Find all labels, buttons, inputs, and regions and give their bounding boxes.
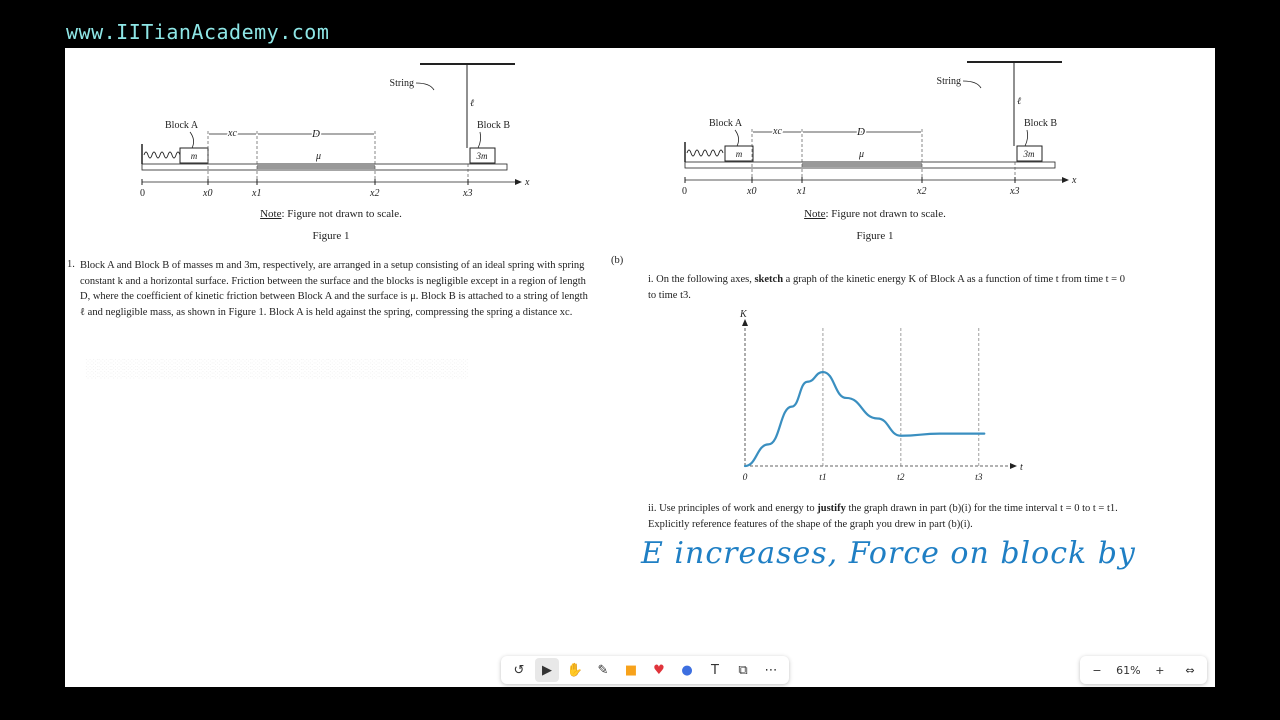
question-text: Block A and Block B of masses m and 3m, respectively, are arranged in a setup consisting of an ideal spring with spring constant k and a horizontal surface. Friction between the surface and the blocks is negligible except in a region of length D, where the coefficient of kinetic friction between Block A and the surface is μ. Block B is attached to a string of length ℓ and negligible mass, as shown in Figure 1. Block A is held against the spring, compressing the spring a distance xc. — [80, 260, 588, 318]
undo-icon[interactable]: ↺ — [513, 662, 525, 678]
label-block-b-right: Block B — [1024, 118, 1058, 129]
figure-1-left — [130, 56, 530, 206]
drawing-toolbar — [501, 656, 789, 684]
shapes-icon[interactable]: ⧉ — [738, 662, 748, 678]
label-ell-right: ℓ — [1017, 96, 1022, 107]
fit-to-screen-icon[interactable]: ⇔ — [1185, 663, 1195, 677]
select-pointer-icon[interactable]: ▶ — [535, 658, 559, 682]
label-3m-right: 3m — [1023, 149, 1035, 159]
label-ell: ℓ — [470, 98, 475, 109]
watermark-url: www.IITianAcademy.com — [66, 20, 330, 44]
data-point — [768, 444, 770, 446]
data-point — [791, 406, 793, 408]
label-xc-right: xc — [773, 126, 782, 137]
data-point — [939, 433, 941, 435]
tick-label: t3 — [975, 473, 983, 483]
label-zero: 0 — [140, 188, 145, 199]
label-x3: x3 — [463, 188, 473, 199]
label-m: m — [190, 151, 198, 161]
kinetic-energy-graph[interactable] — [727, 309, 1023, 488]
comment-bubble-icon[interactable]: ● — [681, 662, 693, 678]
label-D: D — [312, 128, 320, 140]
label-string: String — [389, 78, 414, 89]
tick-label: t1 — [819, 473, 827, 483]
label-D-right: D — [857, 126, 865, 138]
figure-1-right — [677, 54, 1077, 204]
label-x2-right: x2 — [917, 186, 927, 197]
figure-note-right: Note: Figure not drawn to scale. — [804, 208, 946, 220]
label-x-axis-right: x — [1072, 175, 1077, 186]
document-canvas[interactable] — [65, 48, 1215, 687]
label-x2: x2 — [370, 188, 380, 199]
label-3m: 3m — [476, 151, 488, 161]
y-axis-arrow — [742, 319, 748, 326]
label-m-right: m — [735, 149, 743, 159]
label-x3-right: x3 — [1010, 186, 1020, 197]
label-block-b: Block B — [477, 120, 511, 131]
label-x1-right: x1 — [797, 186, 807, 197]
x-axis-arrow — [1010, 463, 1017, 469]
k-curve-series — [745, 372, 984, 466]
faded-background-text: ░░░░░░░░░░░░░░░░░░░░░░░░░░░░░░ — [85, 358, 468, 378]
label-mu-right: μ — [859, 149, 865, 160]
heart-sticker-icon[interactable]: ♥ — [653, 662, 665, 678]
figure-caption-right: Figure 1 — [856, 230, 894, 242]
text-tool-icon[interactable]: T — [711, 662, 719, 678]
data-point — [983, 433, 985, 435]
data-point — [877, 418, 879, 420]
tick-label: 0 — [742, 473, 748, 483]
x-axis-label: t — [1020, 462, 1023, 473]
label-zero-right: 0 — [682, 186, 687, 197]
zoom-level: 61% — [1116, 663, 1141, 677]
data-point — [822, 371, 824, 373]
zoom-controls — [1080, 656, 1207, 684]
figure-note-left: Note: Figure not drawn to scale. — [260, 208, 402, 220]
label-x0-right: x0 — [747, 186, 757, 197]
label-block-a-right: Block A — [709, 118, 743, 129]
data-point — [807, 381, 809, 383]
part-b-ii-text: ii. Use principles of work and energy to justify the graph drawn in part (b)(i) for the time interval t = 0 to t = t1. Explicitly reference features of the shape of the graph you drew in part (b)(i). — [648, 503, 1118, 530]
data-point — [900, 435, 902, 437]
zoom-out-icon[interactable]: − — [1092, 663, 1102, 677]
label-x0: x0 — [203, 188, 213, 199]
more-icon[interactable]: ⋯ — [764, 662, 778, 678]
hand-pan-icon[interactable]: ✋ — [566, 662, 584, 678]
label-xc: xc — [228, 128, 237, 139]
zoom-in-icon[interactable]: + — [1155, 663, 1165, 677]
data-point — [978, 433, 980, 435]
label-x1: x1 — [252, 188, 262, 199]
y-axis-label: K — [740, 309, 747, 320]
figure-caption-left: Figure 1 — [312, 230, 350, 242]
part-b-label: (b) — [611, 255, 624, 266]
label-string-right: String — [936, 76, 961, 87]
label-x-axis: x — [525, 177, 530, 188]
data-point — [846, 397, 848, 399]
label-mu: μ — [316, 151, 322, 162]
part-b-i-text: i. On the following axes, sketch a graph of the kinetic energy K of Block A as a function of time t from time t = 0 to time t3. — [648, 274, 1125, 301]
data-point — [744, 465, 746, 467]
question-number: 1. — [67, 259, 75, 270]
sticky-note-icon[interactable]: ■ — [624, 662, 638, 678]
handwritten-answer[interactable]: E increases, Force on block by — [641, 536, 1136, 571]
tick-label: t2 — [897, 473, 905, 483]
label-block-a: Block A — [165, 120, 199, 131]
pen-icon[interactable]: ✎ — [597, 662, 609, 678]
